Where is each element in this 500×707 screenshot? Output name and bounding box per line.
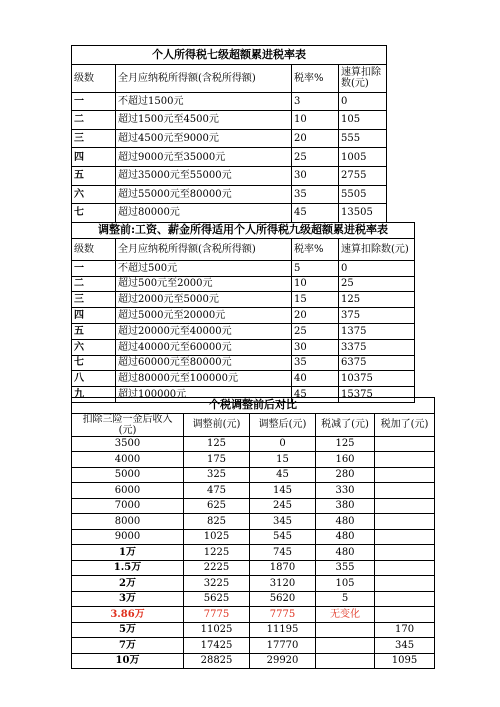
table-title: 个人所得税七级超额累进税率表 — [72, 46, 387, 65]
table-row: 八 超过80000元至100000元 40 10375 — [72, 371, 415, 387]
seven-level-tax-table — [71, 45, 387, 223]
table-row: 7000 625 245 380 — [72, 498, 435, 514]
table-row: 三 超过2000元至5000元 15 125 — [72, 292, 415, 308]
header-before: 调整前(元) — [184, 413, 250, 436]
table-row: 6000 475 145 330 — [72, 483, 435, 499]
table-row: 4000 175 15 160 — [72, 452, 435, 468]
table-row: 5万 11025 11195 170 — [72, 622, 435, 638]
table-row: 六 超过40000元至60000元 30 3375 — [72, 339, 415, 355]
table-title: 调整前:工资、薪金所得适用个人所得税九级超额累进税率表 — [72, 223, 415, 239]
header-rate: 税率% — [292, 64, 339, 92]
header-decrease: 税减了(元) — [316, 413, 375, 436]
header-level: 级数 — [72, 64, 116, 92]
nine-level-tax-table — [71, 222, 415, 403]
table-row: 一 不超过500元 5 0 — [72, 260, 415, 276]
table-row: 二 超过500元至2000元 10 25 — [72, 276, 415, 292]
header-deduction: 速算扣除数(元) — [339, 238, 415, 260]
table-row: 三 超过4500元至9000元 20 555 — [72, 129, 387, 148]
table-title: 个税调整前后对比 — [72, 398, 435, 414]
table-row: 1.5万 2225 1870 355 — [72, 560, 435, 576]
table-row: 四 超过5000元至20000元 20 375 — [72, 308, 415, 324]
table-row: 3500 125 0 125 — [72, 436, 435, 452]
header-income: 扣除三险一金后收入(元) — [72, 413, 184, 436]
table-row: 9000 1025 545 480 — [72, 529, 435, 545]
header-deduction: 速算扣除数(元) — [339, 64, 387, 92]
table-row: 七 超过80000元 45 13505 — [72, 204, 387, 223]
header-rate: 税率% — [292, 238, 339, 260]
table-row: 六 超过55000元至80000元 35 5505 — [72, 185, 387, 204]
table-row: 5000 325 45 280 — [72, 467, 435, 483]
table-row: 二 超过1500元至4500元 10 105 — [72, 111, 387, 130]
table-row: 九 超过100000元 45 15375 — [72, 387, 415, 403]
table-row: 五 超过35000元至55000元 30 2755 — [72, 166, 387, 185]
header-income: 全月应纳税所得额(含税所得额) — [116, 64, 292, 92]
table-row: 五 超过20000元至40000元 25 1375 — [72, 323, 415, 339]
table-row: 1万 1225 745 480 — [72, 545, 435, 561]
tax-comparison-table — [71, 397, 435, 669]
header-income: 全月应纳税所得额(含税所得额) — [116, 238, 292, 260]
table-row: 四 超过9000元至35000元 25 1005 — [72, 148, 387, 167]
header-level: 级数 — [72, 238, 116, 260]
table-row: 10万 28825 29920 1095 — [72, 653, 435, 669]
table-row: 8000 825 345 480 — [72, 514, 435, 530]
table-row: 7万 17425 17770 345 — [72, 638, 435, 654]
table-row: 一 不超过1500元 3 0 — [72, 92, 387, 111]
table-row: 3万 5625 5620 5 — [72, 591, 435, 607]
table-row-highlight: 3.86万 7775 7775 无变化 — [72, 607, 435, 623]
header-increase: 税加了(元) — [375, 413, 435, 436]
header-after: 调整后(元) — [250, 413, 316, 436]
table-row: 七 超过60000元至80000元 35 6375 — [72, 355, 415, 371]
table-row: 2万 3225 3120 105 — [72, 576, 435, 592]
